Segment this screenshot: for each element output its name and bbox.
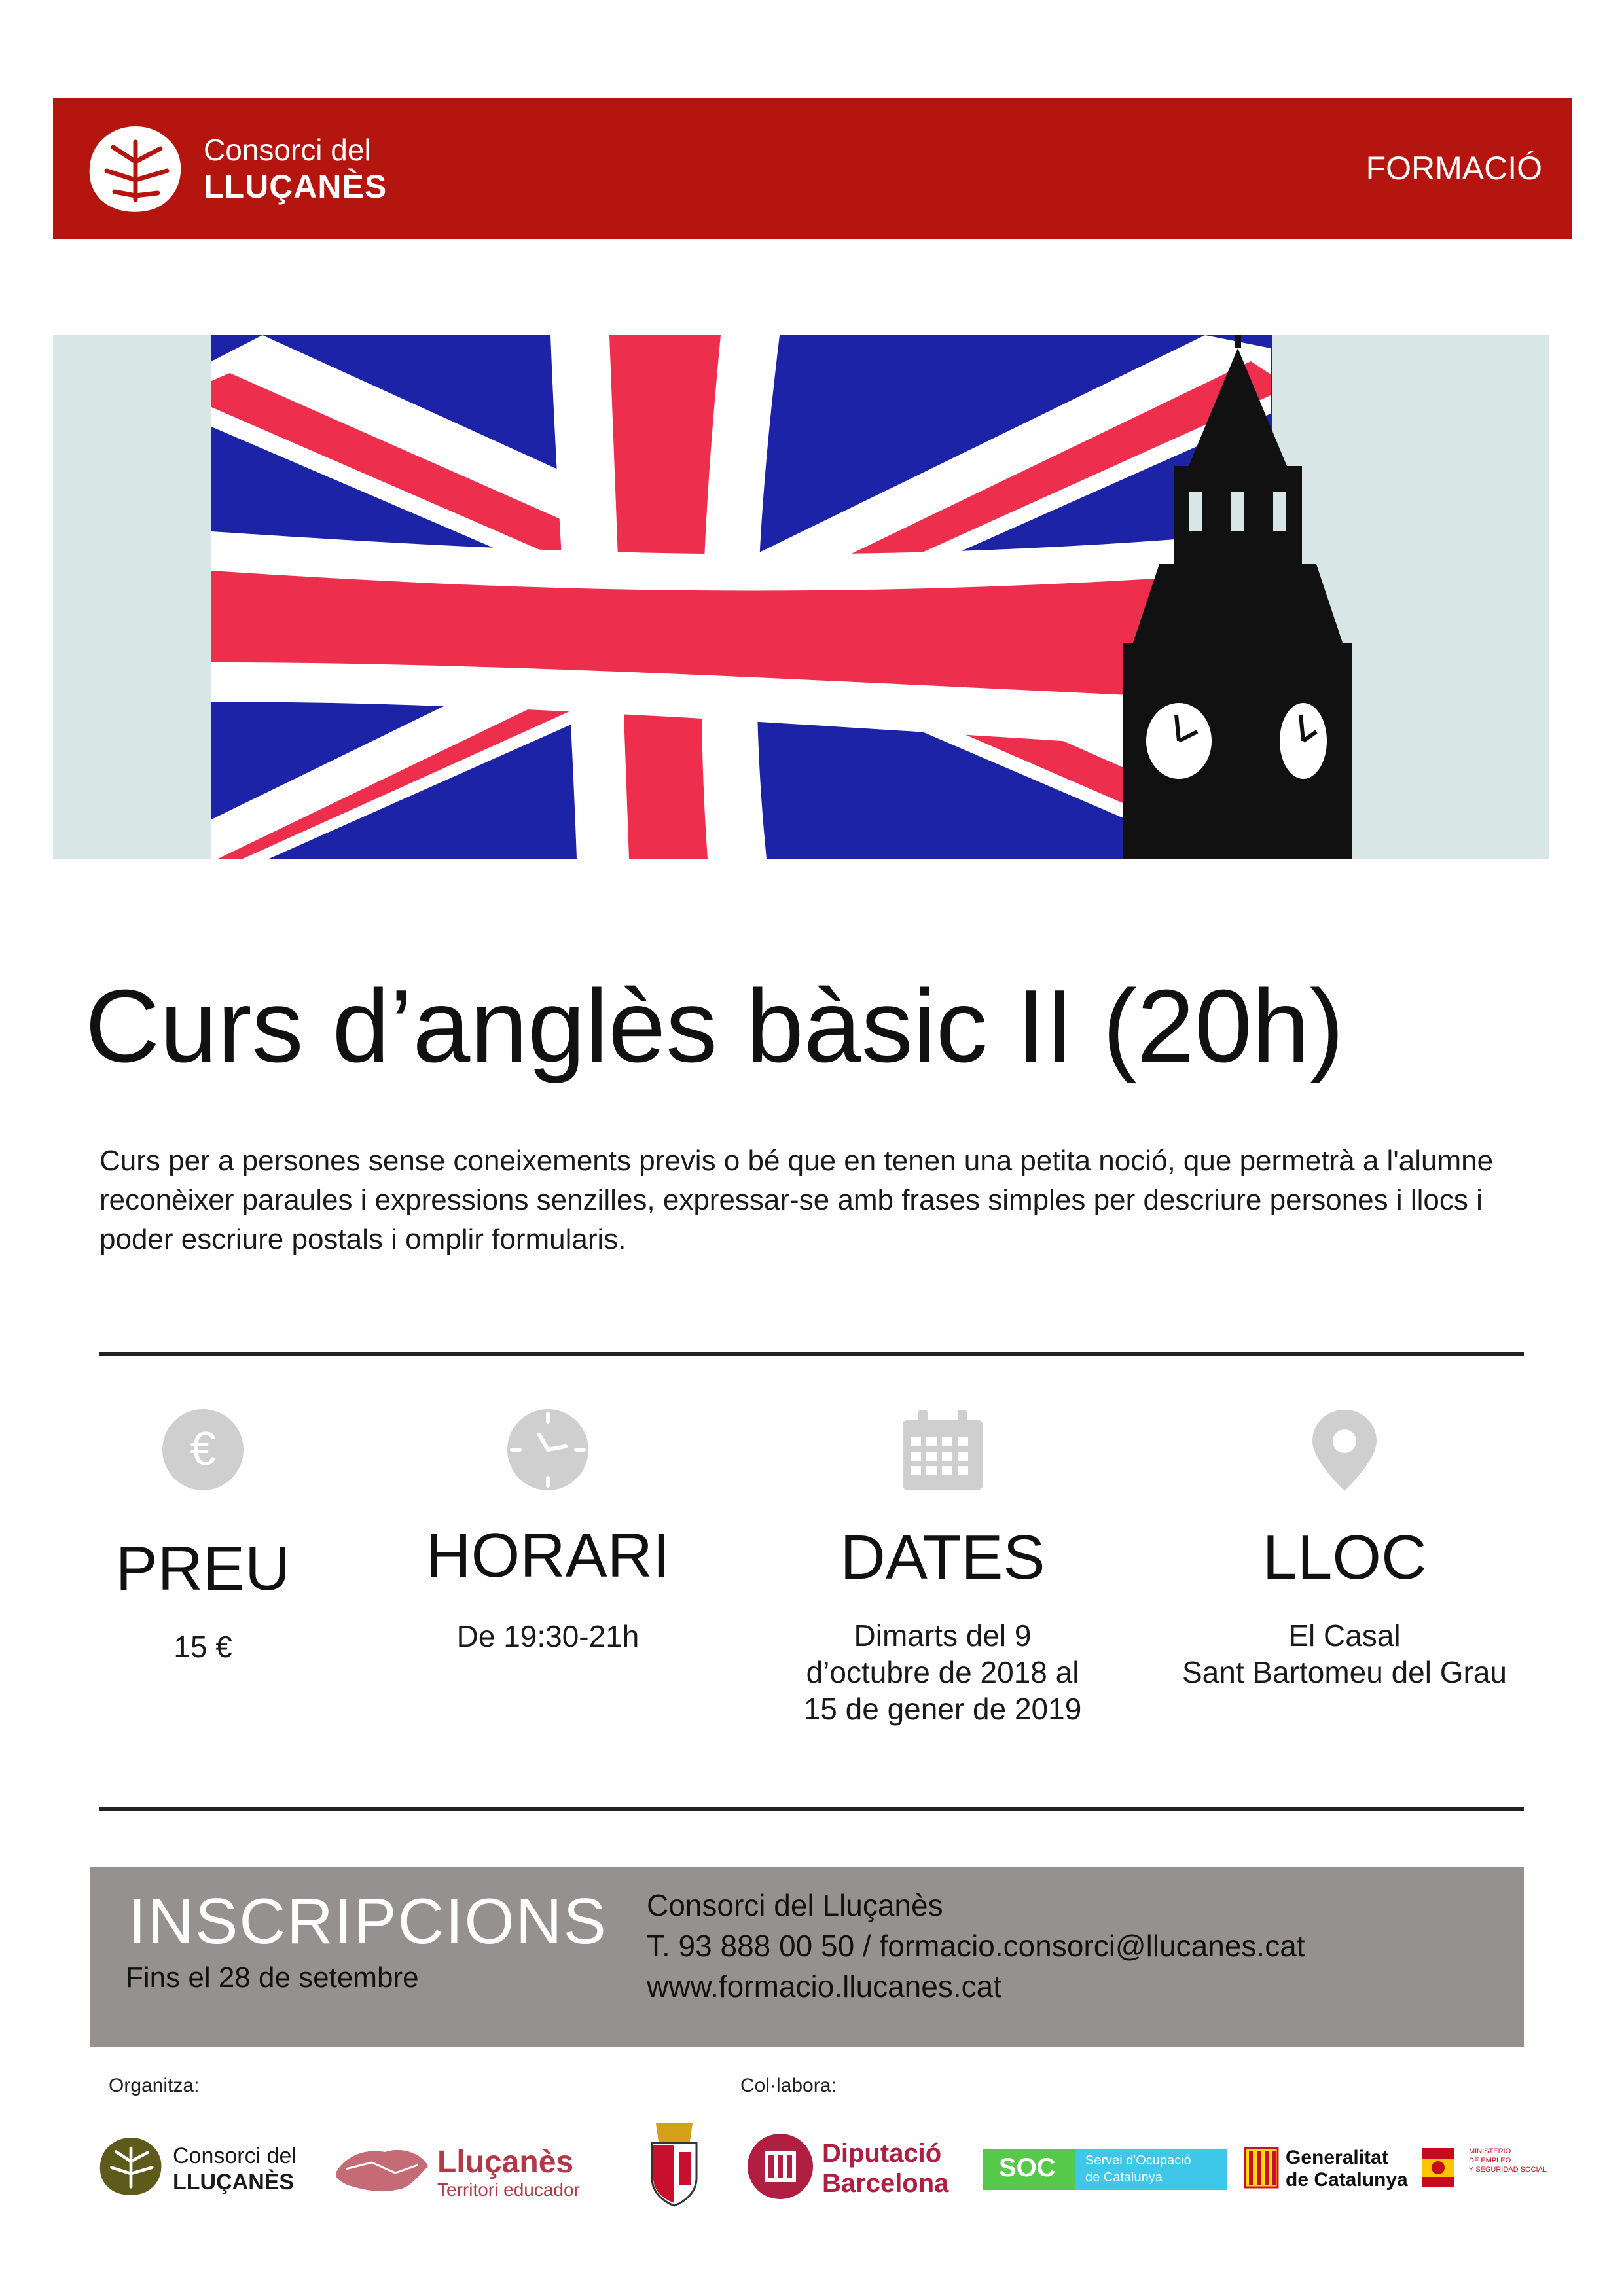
info-schedule [365,1407,731,1655]
consorci-footer-line2: LLUÇANÈS [173,2170,295,2195]
section-label: FORMACIÓ [1365,150,1542,187]
ministerio-text [1469,2147,1547,2174]
header-bar [53,98,1572,239]
union-jack-big-ben-illustration [53,335,1549,859]
registration-contact [647,1885,1305,2007]
ministerio-line: DE EMPLEO [1469,2157,1511,2164]
dates-line: 15 de gener de 2019 [803,1692,1082,1726]
ministerio-logo [1419,2121,1557,2206]
contact-organization: Consorci del Lluçanès [647,1888,943,1922]
divider-bottom [99,1807,1524,1811]
organizer-label: Organitza: [109,2075,200,2096]
generalitat-logo [1244,2121,1414,2206]
clock-face-left [1141,698,1217,784]
diputacio-barcelona-logo [746,2121,962,2206]
map-pin-icon [1302,1407,1387,1492]
llucanes-territori-educador-logo [333,2121,607,2206]
location-value [1161,1617,1528,1691]
logo-text-line2: LLUÇANÈS [204,168,388,205]
info-dates [759,1407,1126,1727]
registration-deadline: Fins el 28 de setembre [126,1962,419,1994]
soc-logo [983,2121,1227,2206]
location-line: El Casal [1288,1619,1401,1653]
dates-line: d’octubre de 2018 al [806,1655,1079,1689]
dates-value [759,1617,1126,1727]
consorci-footer-line1: Consorci del [173,2144,297,2168]
spain-coat-of-arms-icon [1419,2143,1457,2193]
course-title: Curs d’anglès bàsic II (20h) [85,969,1344,1084]
price-value: 15 € [173,1630,232,1664]
dates-heading: DATES [840,1522,1045,1592]
diputacio-emblem-icon [746,2132,814,2200]
dates-line: Dimarts del 9 [854,1619,1032,1653]
svg-text:€: € [189,1423,217,1475]
euro-icon [160,1407,245,1492]
info-location [1161,1407,1528,1691]
soc-line1: Servei d'Ocupació [1085,2153,1191,2168]
schedule-value: De 19:30-21h [456,1619,640,1653]
ministerio-line: MINISTERIO [1469,2147,1511,2155]
registration-box [90,1867,1524,2047]
banner-image [53,335,1549,859]
ministerio-line: Y SEGURIDAD SOCIAL [1469,2166,1547,2174]
calendar-icon [900,1407,985,1492]
territori-line1: Lluçanès [437,2145,574,2179]
generalitat-line2: de Catalunya [1286,2169,1408,2191]
clock-icon [505,1407,590,1492]
generalitat-line1: Generalitat [1286,2147,1388,2168]
course-description: Curs per a persones sense coneixements previs o bé que en tenen una petita noció, que permetrà a l'alumne reconèixer paraules i expressions senzilles, expressar-se amb frases simples per descriure persones i llocs i poder escriure postals i omplir formularis. [99,1145,1494,1255]
diputacio-line2: Barcelona [822,2169,949,2198]
contact-phone-email[interactable]: T. 93 888 00 50 / formacio.consorci@llucanes.cat [647,1929,1305,1963]
soc-short: SOC [999,2153,1056,2182]
consorci-footer-logo [98,2121,308,2206]
price-heading: PREU [115,1534,291,1604]
schedule-heading: HORARI [425,1520,670,1590]
consorci-logo-icon [87,122,184,214]
divider-top [99,1352,1524,1356]
collaborator-label: Col·labora: [740,2075,837,2096]
clock-face-right [1274,698,1332,784]
municipal-coat-of-arms-icon [647,2119,702,2207]
location-heading: LLOC [1262,1522,1427,1592]
consorci-leaf-icon [98,2135,164,2197]
territori-line2: Territori educador [437,2179,580,2200]
contact-website[interactable]: www.formacio.llucanes.cat [647,1969,1001,2003]
logo-text-line1: Consorci del [204,133,371,167]
soc-line2: de Catalunya [1085,2170,1163,2185]
territori-map-icon [333,2143,431,2195]
diputacio-line1: Diputació [822,2139,942,2168]
location-line: Sant Bartomeu del Grau [1182,1655,1507,1689]
generalitat-flag-icon [1244,2147,1279,2189]
registration-title: INSCRIPCIONS [128,1885,607,1957]
info-price [20,1407,386,1665]
